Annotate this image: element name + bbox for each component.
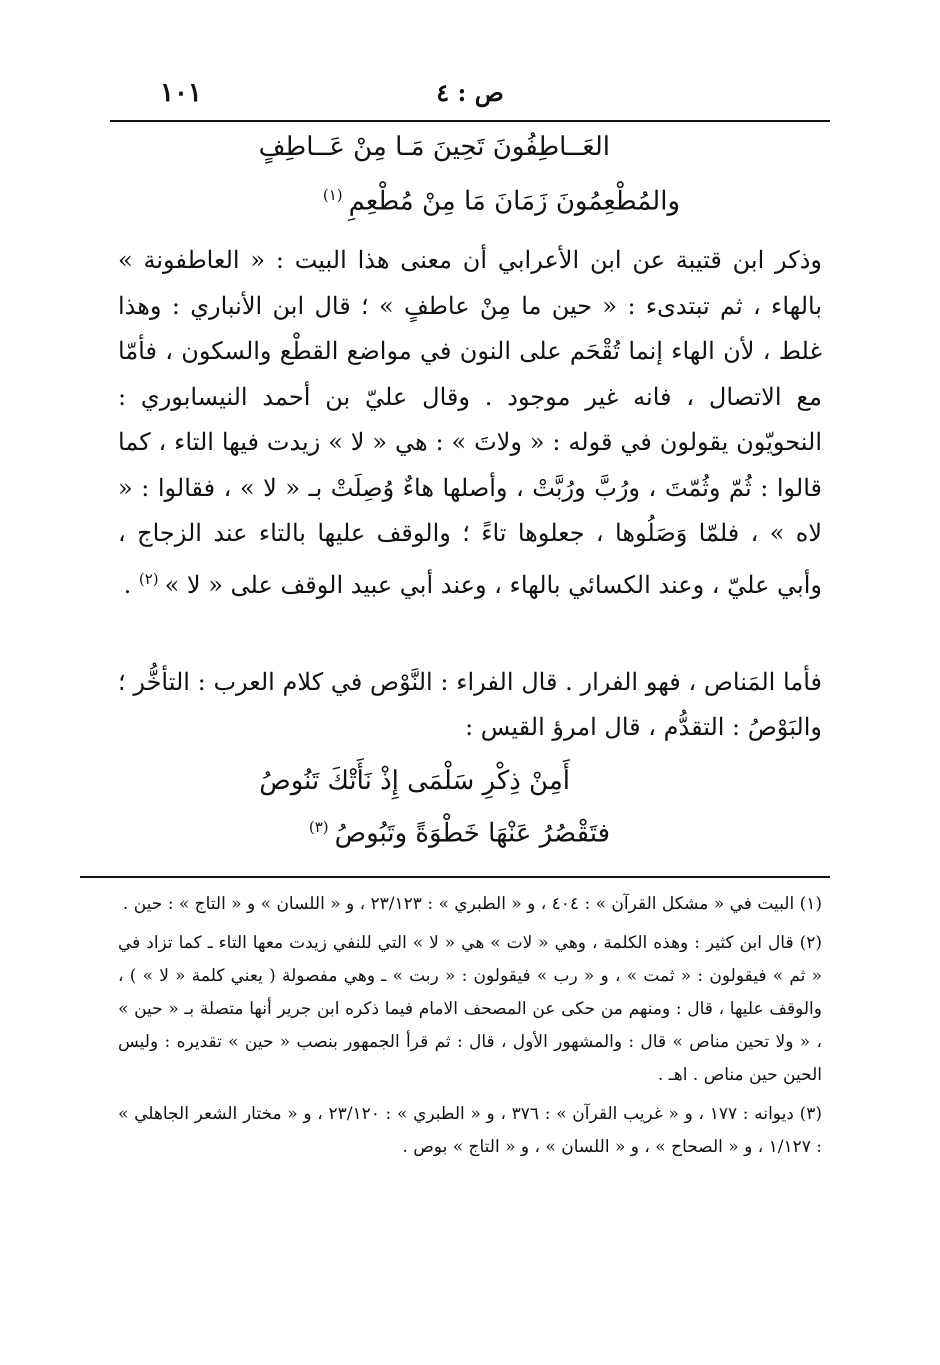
verse-text: أَمِنْ ذِكْرِ سَلْمَى إِذْ نَأَتْكَ تَنُوصُ [259, 766, 570, 796]
verse-text: فتَقْصُرُ عَنْهَا خَطْوَةً وتَبُوصُ [334, 818, 610, 849]
footnote-rule [80, 876, 830, 878]
paragraph-1 [118, 238, 822, 608]
verse-bottom-line-1 [259, 766, 570, 796]
footnote-3: (٣) ديوانه : ١٧٧ ، و « غريب القرآن » : ٣٧٦ ، و « الطبري » : ٢٣/١٢٠ ، و « مختار الشعر الجاهلي » : ١/١٢٧ ، و « الصحاح » ، و « اللسان » ، و « التاج » بوص . [118, 1104, 822, 1157]
footnote-1: (١) البيت في « مشكل القرآن » : ٤٠٤ ، و « الطبري » : ٢٣/١٢٣ ، و « اللسان » و « التاج » : حين . [122, 894, 822, 914]
verse-bottom-line-2 [309, 818, 610, 849]
footnote-2: (٢) قال ابن كثير : وهذه الكلمة ، وهي « لات » هي « لا » التي للنفي زيدت معها التاء ـ كما تزاد في « ثم » فيقولون : « ثمت » ، و « رب » فيقولون : « ربت » ـ وهي مفصولة ( يعني كلمة « لا » ) ، والوقف عليها ، قال : ومنهم من حكى عن المصحف الامام فيما ذكره ابن جرير أنها متصلة بـ « حين » ، « ولا تحين مناص » قال : والمشهور الأول ، قال : ثم قرأ الجمهور بنصب « حين » تقديره : وليس الحين حين مناص . اهـ . [118, 933, 822, 1085]
main-paragraph [118, 238, 822, 608]
paragraph-1-text: وذكر ابن قتيبة عن ابن الأعرابي أن معنى هذا البيت : « العاطفونة » بالهاء ، ثم تبتدىء : « حين ما مِنْ عاطفٍ » ؛ قال ابن الأنباري : وهذا غلط ، لأن الهاء إنما تُقْحَم على النون في مواضع القطْع والسكون ، فأمّا مع الاتصال ، فانه غير موجود . وقال عليّ بن أحمد النيسابوري : النحويّون يقولون في قوله : « ولاتَ » : هي « لا » زيدت فيها التاء ، كما قالوا : ثُمّ وثُمّتَ ، ورُبَّ ورُبَّتْ ، وأصلها هاءٌ وُصِلَتْ بـ « لا » ، فقالوا : « لاه » ، فلمّا وَصَلُوها ، جعلوها تاءً ؛ والوقف عليها بالتاء عند الزجاج ، وأبي عليّ ، وعند الكسائي بالهاء ، وعند أبي عبيد الوقف على « لا » [118, 246, 822, 599]
footnote-marker: (١) [322, 186, 343, 204]
footnote-marker: (٢) [138, 569, 159, 588]
verse-text: العَــاطِفُونَ تَحِينَ مَـا مِنْ عَــاطِفٍ [258, 132, 610, 162]
sura-reference: ص : ٤ [436, 78, 504, 107]
paragraph-1-end: . [123, 570, 139, 599]
verse-top-line-2 [323, 186, 680, 217]
second-paragraph [118, 660, 822, 750]
header-rule [110, 120, 830, 122]
footnote-marker: (٣) [308, 818, 329, 836]
page-header [110, 78, 830, 114]
footnotes [118, 888, 822, 1170]
paragraph-2-text: فأما المَناص ، فهو الفرار . قال الفراء : النَّوْص في كلام العرب : التأخُّر ؛ والبَوْصُ : التقدُّم ، قال امرؤ القيس : [118, 668, 822, 741]
verse-text: والمُطْعِمُونَ زَمَانَ مَا مِنْ مُطْعِمِ [348, 186, 680, 217]
page-number: ١٠١ [160, 78, 202, 108]
verse-top-line-1 [259, 132, 610, 162]
